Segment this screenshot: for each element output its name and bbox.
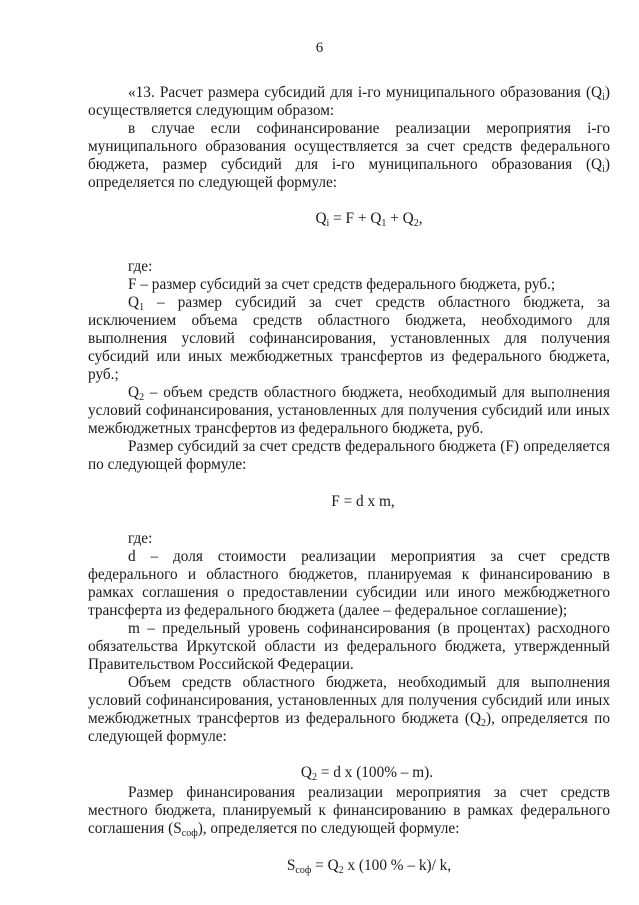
definition-q2: $Q_2$ – объем средств областного бюджета, необходимый для выполнения условий софинансирования, установленных для получения субсидий или иных межбюджетных трансфертов из федерального бюджета, руб. xyxy=(88,384,610,437)
paragraph-local-budget: Размер финансирования реализации мероприятия за счет средств местного бюджета, планируемый к финансированию в рамках федерального соглашения $(S_{соф})$, определяется по следующей формуле: xyxy=(88,784,610,839)
formula-qi: $Q_i = F + Q_1 + Q_2$, xyxy=(315,210,423,229)
page-number: 6 xyxy=(315,40,324,56)
paragraph-item-13: «13. Расчет размера субсидий для i-го муниципального образования $(Q_i)$ осуществляется следующим образом: xyxy=(88,84,610,119)
definition-m: m – предельный уровень софинансирования (в процентах) расходного обязательства Иркутской области из федерального бюджета, утвержденный Правительством Российской Федерации. xyxy=(88,620,610,673)
definition-d: d – доля стоимости реализации мероприятия за счет средств федерального и областного бюджетов, планируемая к финансированию в рамках соглашения о предоставлении субсидии или иного межбюджетного трансферта из федерального бюджета (далее – федеральное соглашение); xyxy=(88,548,610,619)
paragraph-federal-case: в случае если софинансирование реализации мероприятия i-го муниципального образования осуществляется за счет средств федерального бюджета, размер субсидий для i-го муниципального образования $(Q_i)$ определяется по следующей формуле: xyxy=(88,120,610,191)
formula-ssof: $S_{соф} = Q_2$ x (100 % – k)/ k, xyxy=(286,857,452,876)
document-body xyxy=(88,84,610,875)
paragraph-regional-budget: Объем средств областного бюджета, необходимый для выполнения условий софинансирования, установленных для получения субсидий или иных межбюджетных трансфертов из федерального бюджета $(Q_2)$, определяется по следующей формуле: xyxy=(88,674,611,745)
definition-f: F – размер субсидий за счет средств федерального бюджета, руб.; xyxy=(128,276,556,293)
formula-f: F = d x m, xyxy=(331,493,395,510)
where-label-1: где: xyxy=(128,258,153,275)
where-label-2: где: xyxy=(128,530,153,547)
formula-q2: $Q_2 = d$ x (100% – m). xyxy=(300,764,434,783)
definition-q1: $Q_1$ – размер субсидий за счет средств областного бюджета, за исключением объема средств областного бюджета, необходимого для выполнения условий софинансирования, установленных для получения субсидий или иных межбюджетных трансфертов из федерального бюджета, руб.; xyxy=(88,294,610,383)
paragraph-federal-subsidy: Размер субсидий за счет средств федерального бюджета (F) определяется по следующей формуле: xyxy=(88,438,610,473)
